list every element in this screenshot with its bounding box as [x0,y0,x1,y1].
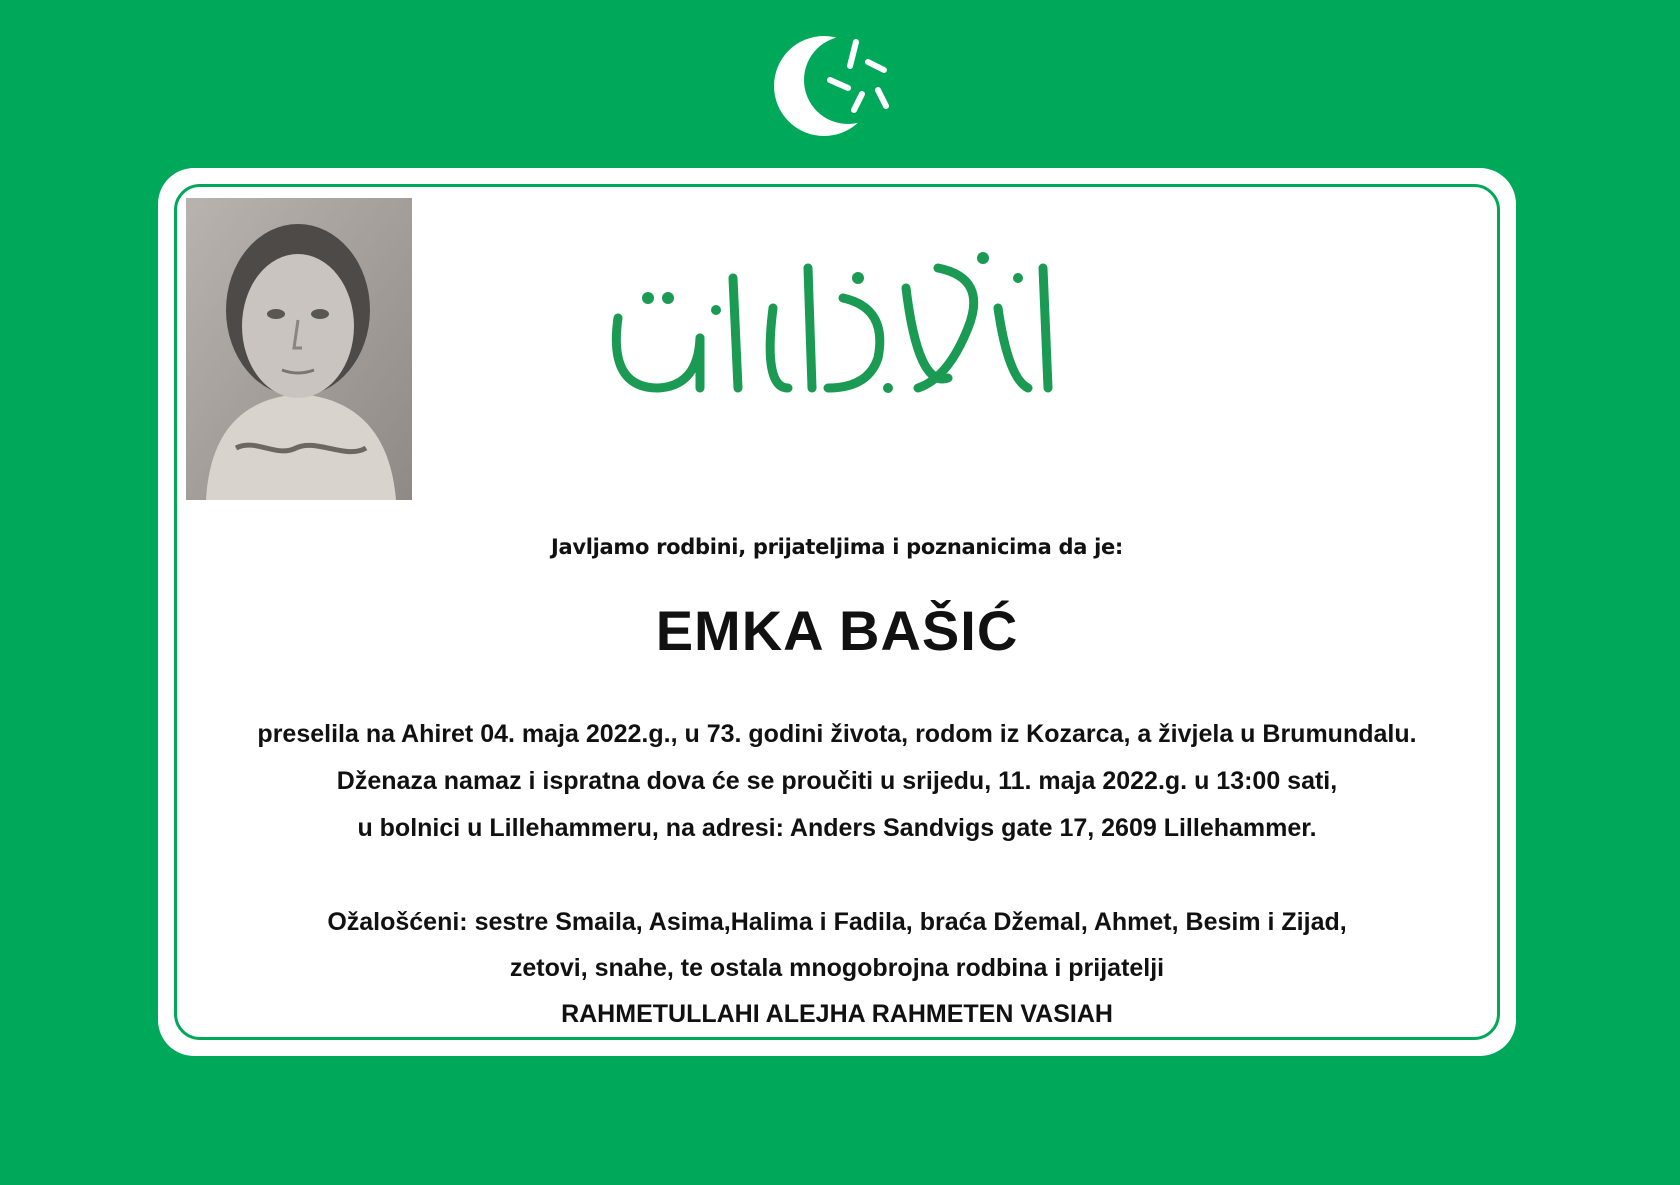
mourners-line: zetovi, snahe, te ostala mnogobrojna rodbina i prijatelji [509,954,1165,982]
obituary-card [158,168,1516,1056]
mourners-line: Ožalošćeni: sestre Smaila, Asima,Halima i Fadila, braća Džemal, Ahmet, Besim i Zijad, [327,908,1347,936]
deceased-name: EMKA BAŠIĆ [655,599,1019,662]
arabic-calligraphy-icon [588,238,1078,408]
announcement-text: Javljamo rodbini, prijateljima i poznanicima da je: [550,535,1124,559]
detail-line-address: u bolnici u Lillehammeru, na adresi: Anders Sandvigs gate 17, 2609 Lillehammer. [357,814,1317,842]
detail-line-death: preselila na Ahiret 04. maja 2022.g., u 73. godini života, rodom iz Kozarca, a živjela u Brumundalu. [257,720,1417,748]
crescent-star-icon [768,22,908,152]
portrait-photo [186,198,412,500]
closing-prayer: RAHMETULLAHI ALEJHA RAHMETEN VASIAH [561,1000,1113,1028]
detail-line-funeral: Dženaza namaz i ispratna dova će se proučiti u srijedu, 11. maja 2022.g. u 13:00 sati, [336,767,1338,795]
